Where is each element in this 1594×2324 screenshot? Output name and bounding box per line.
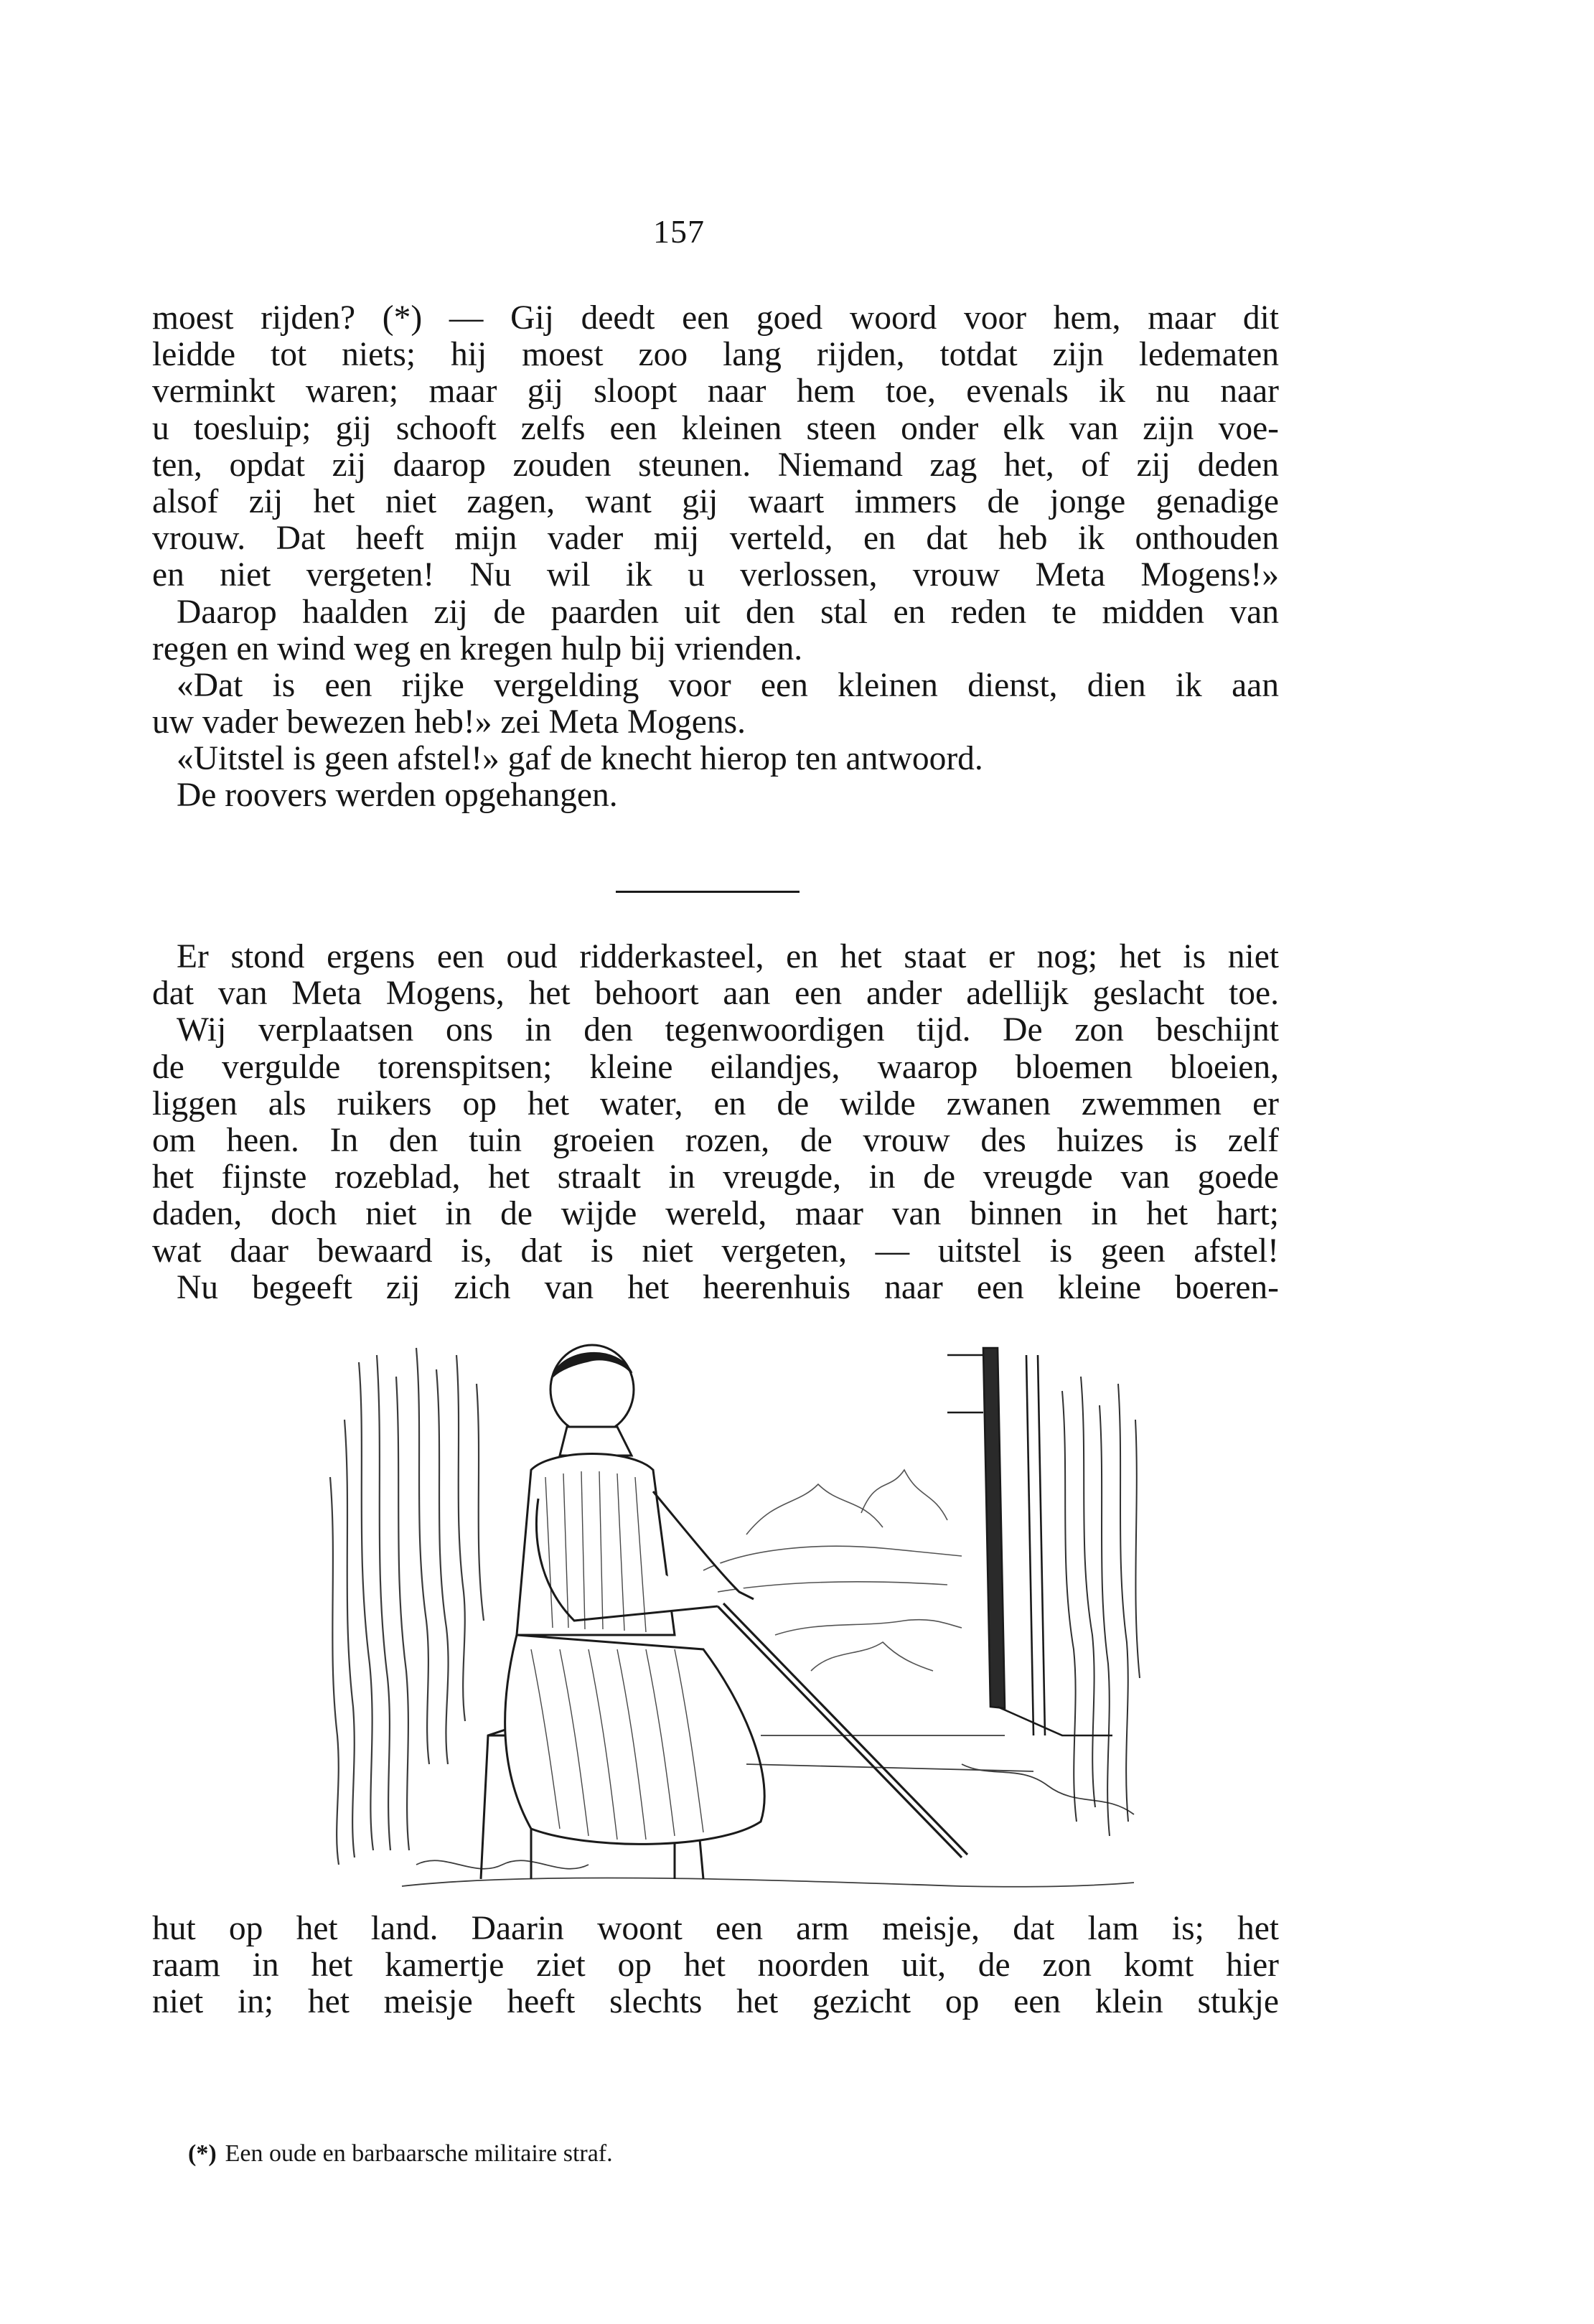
text-line: verminkt waren; maar gij sloopt naar hem toe, evenals ik nu naar [152, 373, 1279, 411]
text-line: «Uitstel is geen afstel!» gaf de knecht hierop ten antwoord. [177, 740, 983, 778]
text-line: moest rijden? (*) — Gij deedt een goed woord voor hem, maar dit [152, 299, 1279, 337]
text-line: regen en wind weg en kregen hulp bij vrienden. [152, 629, 803, 667]
text-line: u toesluip; gij schooft zelfs een kleinen steen onder elk van zijn voe- [152, 409, 1279, 447]
text-line: Er stond ergens een oud ridderkasteel, en het staat er nog; het is niet [177, 938, 1279, 975]
section-divider [616, 891, 800, 893]
text-line: ten, opdat zij daarop zouden steunen. Niemand zag het, of zij deden [152, 446, 1279, 484]
text-line: vrouw. Dat heeft mijn vader mij verteld, en dat heb ik onthouden [152, 520, 1279, 558]
footnote-mark: (*) [188, 2140, 217, 2167]
text-line: dat van Meta Mogens, het behoort aan een ander adellijk geslacht toe. [152, 975, 1279, 1013]
text-line: liggen als ruikers op het water, en de wilde zwanen zwemmen er [152, 1084, 1279, 1123]
text-block-new-section [152, 939, 1279, 1306]
text-block-continuation [152, 300, 1279, 815]
text-line: hut op het land. Daarin woont een arm meisje, dat lam is; het [152, 1910, 1279, 1947]
text-block-after-illustration [152, 1911, 1279, 2021]
text-line: uw vader bewezen heb!» zei Meta Mogens. [152, 703, 746, 741]
footnote [188, 2140, 613, 2168]
page-number: 157 [653, 213, 705, 250]
footnote-text: Een oude en barbaarsche militaire straf. [225, 2140, 613, 2167]
text-line: de vergulde torenspitsen; kleine eilandjes, waarop bloemen bloeien, [152, 1048, 1279, 1086]
text-line: alsof zij het niet zagen, want gij waart immers de jonge genadige [152, 482, 1279, 520]
text-line: leidde tot niets; hij moest zoo lang rijden, totdat zijn ledematen [152, 336, 1279, 374]
engraving-seated-girl-at-window [316, 1334, 1143, 1899]
text-line: «Dat is een rijke vergelding voor een kleinen dienst, dien ik aan [177, 666, 1279, 704]
text-line: het fijnste rozeblad, het straalt in vreugde, in de vreugde van goede [152, 1158, 1279, 1196]
text-line: wat daar bewaard is, dat is niet vergeten, — uitstel is geen afstel! [152, 1232, 1279, 1270]
text-line: niet in; het meisje heeft slechts het gezicht op een klein stukje [152, 1983, 1279, 2021]
text-line: Wij verplaatsen ons in den tegenwoordigen tijd. De zon beschijnt [177, 1011, 1279, 1049]
text-line: en niet vergeten! Nu wil ik u verlossen, vrouw Meta Mogens!» [152, 556, 1279, 594]
text-line: om heen. In den tuin groeien rozen, de vrouw des huizes is zelf [152, 1121, 1279, 1159]
text-line: raam in het kamertje ziet op het noorden uit, de zon komt hier [152, 1946, 1279, 1985]
text-line: De roovers werden opgehangen. [177, 777, 618, 815]
text-line: daden, doch niet in de wijde wereld, maar van binnen in het hart; [152, 1195, 1279, 1233]
text-line: Nu begeeft zij zich van het heerenhuis naar een kleine boeren- [177, 1268, 1279, 1306]
text-line: Daarop haalden zij de paarden uit den stal en reden te midden van [177, 593, 1279, 631]
